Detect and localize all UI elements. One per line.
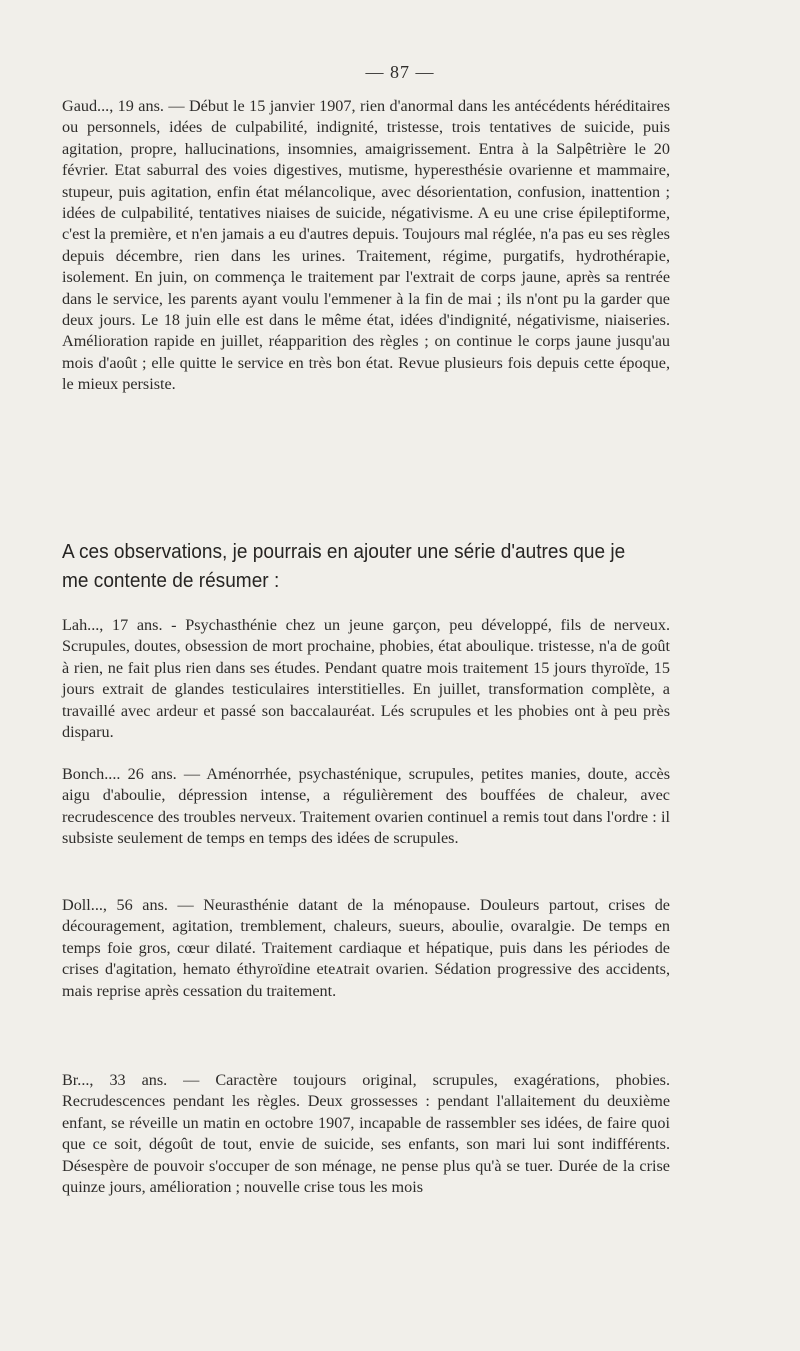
- observation-gaud: Gaud..., 19 ans. — Début le 15 janvier 1907, rien d'anormal dans les antécédents héréditaires ou personnels, idées de culpabilité, indignité, tristesse, trois tentatives de suicide, puis agitation, propre, hallucinations, insomnies, amaigrissement. Entra à la Salpêtrière le 20 février. Etat saburral des voies digestives, mutisme, hyperesthésie ovarienne et mammaire, stupeur, puis agitation, enfin état mélancolique, avec désorientation, confusion, inattention ; idées de culpabilité, tentatives niaises de suicide, négativisme. A eu une crise épileptiforme, c'est la première, et n'en jamais a eu d'autres depuis. Toujours mal réglée, n'a pas eu ses règles depuis décembre, rien dans les urines. Traitement, régime, purgatifs, hydrothérapie, isolement. En juin, on commença le traitement par l'extrait de corps jaune, après sa rentrée dans le service, les parents ayant voulu l'emmener à la fin de mai ; ils n'ont pu la garder que deux jours. Le 18 juin elle est dans le même état, idées d'indignité, négativisme, niaiseries. Amélioration rapide en juillet, réapparition des règles ; on continue le corps jaune jusqu'au mois d'août ; elle quitte le service en très bon état. Revue plusieurs fois depuis cette époque, le mieux persiste.: [62, 97, 670, 394]
- observation-doll: Doll..., 56 ans. — Neurasthénie datant de la ménopause. Douleurs partout, crises de découragement, agitation, tremblement, chaleurs, sueurs, aboulie, ovaralgie. De temps en temps foie gros, cœur dilaté. Traitement cardiaque et hépatique, puis dans les périodes de crises d'agitation, hemato éthyroïdine eteᴀtrait ovarien. Sédation progressive des accidents, mais reprise après cessation du traitement.: [62, 896, 670, 1000]
- observation-br: Br..., 33 ans. — Caractère toujours original, scrupules, exagérations, phobies. Recrudescences pendant les règles. Deux grossesses : pendant l'allaitement du deuxième enfant, se réveille un matin en octobre 1907, incapable de rassembler ses idées, de faire quoi que ce soit, dégoût de tout, envie de suicide, ses enfants, son mari lui sont indifférents. Désespère de pouvoir s'occuper de son ménage, ne pense plus qu'à se tuer. Durée de la crise quinze jours, amélioration ; nouvelle crise tous les mois: [62, 1071, 670, 1197]
- section-heading: A ces observations, je pourrais en ajouter une série d'autres que je me contente de résumer :: [62, 540, 626, 592]
- page-number: — 87 —: [365, 62, 435, 82]
- observation-lah: Lah..., 17 ans. - Psychasthénie chez un jeune garçon, peu développé, fils de nerveux. Scrupules, doutes, obsession de mort prochaine, phobies, état aboulique. tristesse, n'a de goût à rien, ne fait plus rien dans ses études. Pendant quatre mois traitement 15 jours thyroïde, 15 jours extrait de glandes testiculaires interstitielles. En juillet, transformation complète, a travaillé avec ardeur et passé son baccalauréat. Lés scrupules et les phobies ont à peu près disparu.: [62, 616, 670, 742]
- observation-bonch: Bonch.... 26 ans. — Aménorrhée, psychasténique, scrupules, petites manies, doute, accès aigu d'aboulie, dépression intense, a régulièrement des bouffées de chaleur, avec recrudescence des troubles nerveux. Traitement ovarien continuel a remis tout dans l'ordre : il subsiste seulement de temps en temps des idées de scrupules.: [62, 765, 670, 848]
